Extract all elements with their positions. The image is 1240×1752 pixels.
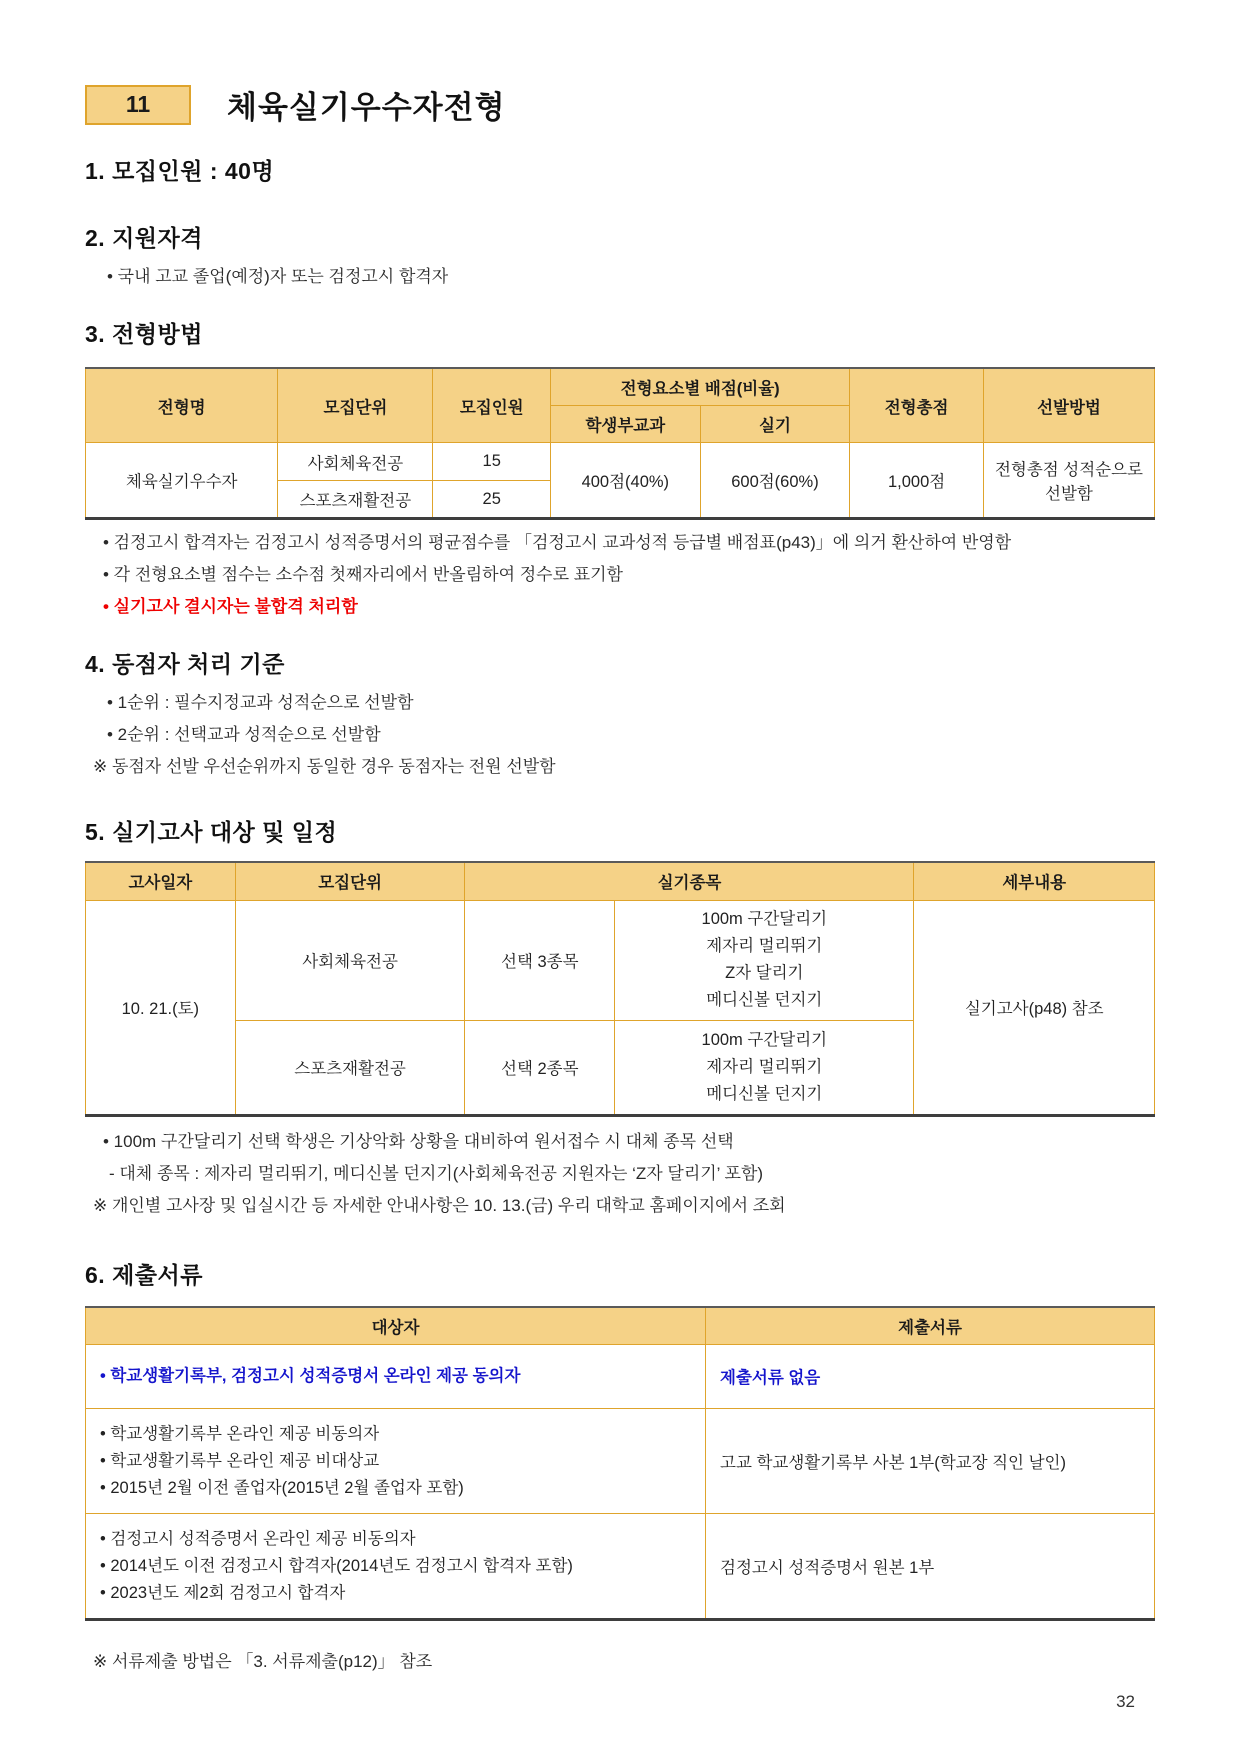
th-exam-events: 실기종목 [465,862,914,900]
cell-admission-name: 체육실기우수자 [86,443,278,519]
target-item: • 2015년 2월 이전 졸업자(2015년 2월 졸업자 포함) [100,1478,464,1497]
cell-target-1 [86,1344,706,1408]
cell-total-score: 1,000점 [850,443,984,519]
page-title: 체육실기우수자전형 [227,90,506,125]
target-item: • 학교생활기록부 온라인 제공 비동의자 [100,1424,380,1443]
cell-subject-score: 400점(40%) [550,443,700,519]
th-total-score: 전형총점 [850,368,984,443]
target-item: • 학교생활기록부, 검정고시 성적증명서 온라인 제공 동의자 [100,1367,521,1385]
target-item: • 검정고시 성적증명서 온라인 제공 비동의자 [100,1529,416,1548]
eligibility-bullet: • 국내 고교 졸업(예정)자 또는 검정고시 합격자 [107,267,449,286]
section-number-badge: 11 [85,85,191,125]
table-row [86,1513,1155,1619]
heading-eligibility: 2. 지원자격 [85,225,203,251]
table-row-highlight [86,1344,1155,1408]
target-item: • 학교생활기록부 온라인 제공 비대상교 [100,1451,380,1470]
event-item: 제자리 멀리뛰기 [706,937,823,955]
th-docs: 제출서류 [706,1307,1155,1345]
note-line: • 100m 구간달리기 선택 학생은 기상악화 상황을 대비하여 원서접수 시 대체 종목 선택 [103,1131,734,1151]
cell-quota-1: 15 [433,443,551,481]
th-quota: 모집인원 [433,368,551,443]
cell-target-2 [86,1408,706,1513]
target-item: • 2014년도 이전 검정고시 합격자(2014년도 검정고시 합격자 포함) [100,1556,573,1575]
note-line: ※ 개인별 고사장 및 입실시간 등 자세한 안내사항은 10. 13.(금) 우리 대학교 홈페이지에서 조회 [93,1195,786,1215]
bullet-item: • 1순위 : 필수지정교과 성적순으로 선발함 [107,693,414,712]
heading-practical-exam: 5. 실기고사 대상 및 일정 [85,819,338,845]
practical-exam-notes [85,1131,1155,1217]
cell-docs-2: 고교 학교생활기록부 사본 1부(학교장 직인 날인) [706,1408,1155,1513]
documents-table [85,1306,1155,1621]
method-notes [85,532,1155,618]
cell-choice-1: 선택 3종목 [465,900,615,1020]
target-item: • 2023년도 제2회 검정고시 합격자 [100,1583,346,1602]
cell-events-1 [615,900,914,1020]
practical-exam-table [85,861,1155,1117]
table-row [86,900,1155,1020]
bullet-item: • 2순위 : 선택교과 성적순으로 선발함 [107,725,381,744]
th-recruit-unit: 모집단위 [235,862,465,900]
event-item: 제자리 멀리뛰기 [706,1057,823,1076]
cell-docs-3: 검정고시 성적증명서 원본 1부 [706,1513,1155,1619]
th-detail: 세부내용 [914,862,1155,900]
cell-practical-score: 600점(60%) [700,443,850,519]
tiebreaker-notes [85,692,1155,778]
th-admission-name: 전형명 [86,368,278,443]
cell-unit-2: 스포츠재활전공 [278,481,433,519]
cell-choice-2: 선택 2종목 [465,1020,615,1115]
cell-detail: 실기고사(p48) 참조 [914,900,1155,1115]
table-row [86,1408,1155,1513]
table-header-row [86,862,1155,900]
note-line: • 각 전형요소별 점수는 소수점 첫째자리에서 반올림하여 정수로 표기함 [103,565,623,584]
note-line: ※ 동점자 선발 우선순위까지 동일한 경우 동점자는 전원 선발함 [93,757,556,776]
heading-method: 3. 전형방법 [85,321,203,347]
event-item: 메디신볼 던지기 [706,1084,823,1103]
cell-docs-1: 제출서류 없음 [706,1344,1155,1408]
page-number: 32 [1116,1692,1135,1711]
event-item: 메디신볼 던지기 [706,991,823,1009]
event-item: Z자 달리기 [725,964,804,982]
heading-tiebreaker: 4. 동점자 처리 기준 [85,651,285,677]
th-school-record: 학생부교과 [550,406,700,443]
table-row [86,443,1155,481]
cell-selection-method: 전형총점 성적순으로 선발함 [983,443,1154,519]
th-selection-method: 선발방법 [983,368,1154,443]
event-item: 100m 구간달리기 [701,1030,828,1049]
documents-note: ※ 서류제출 방법은 「3. 서류제출(p12)」 참조 [93,1651,433,1671]
event-item: 100m 구간달리기 [701,910,828,928]
admission-method-table [85,367,1155,520]
title-row [85,82,1155,127]
heading-quota: 1. 모집인원 : 40명 [85,158,275,184]
cell-target-3 [86,1513,706,1619]
heading-documents: 6. 제출서류 [85,1261,203,1288]
th-score-group: 전형요소별 배점(비율) [550,368,849,406]
cell-unit-2: 스포츠재활전공 [235,1020,465,1115]
th-practical: 실기 [700,406,850,443]
cell-unit-1: 사회체육전공 [278,443,433,481]
table-header-row [86,1307,1155,1345]
cell-events-2 [615,1020,914,1115]
th-target: 대상자 [86,1307,706,1345]
note-line: - 대체 종목 : 제자리 멀리뛰기, 메디신볼 던지기(사회체육전공 지원자는 ‘Z자 달리기’ 포함) [109,1163,764,1183]
cell-unit-1: 사회체육전공 [235,900,465,1020]
th-exam-date: 고사일자 [86,862,236,900]
th-recruit-unit: 모집단위 [278,368,433,443]
note-line-warning: • 실기고사 결시자는 불합격 처리함 [103,597,358,616]
cell-exam-date: 10. 21.(토) [86,900,236,1115]
table-header-row [86,368,1155,406]
note-line: • 검정고시 합격자는 검정고시 성적증명서의 평균점수를 「검정고시 교과성적 등급별 배점표(p43)」에 의거 환산하여 반영함 [103,533,1012,552]
cell-quota-2: 25 [433,481,551,519]
